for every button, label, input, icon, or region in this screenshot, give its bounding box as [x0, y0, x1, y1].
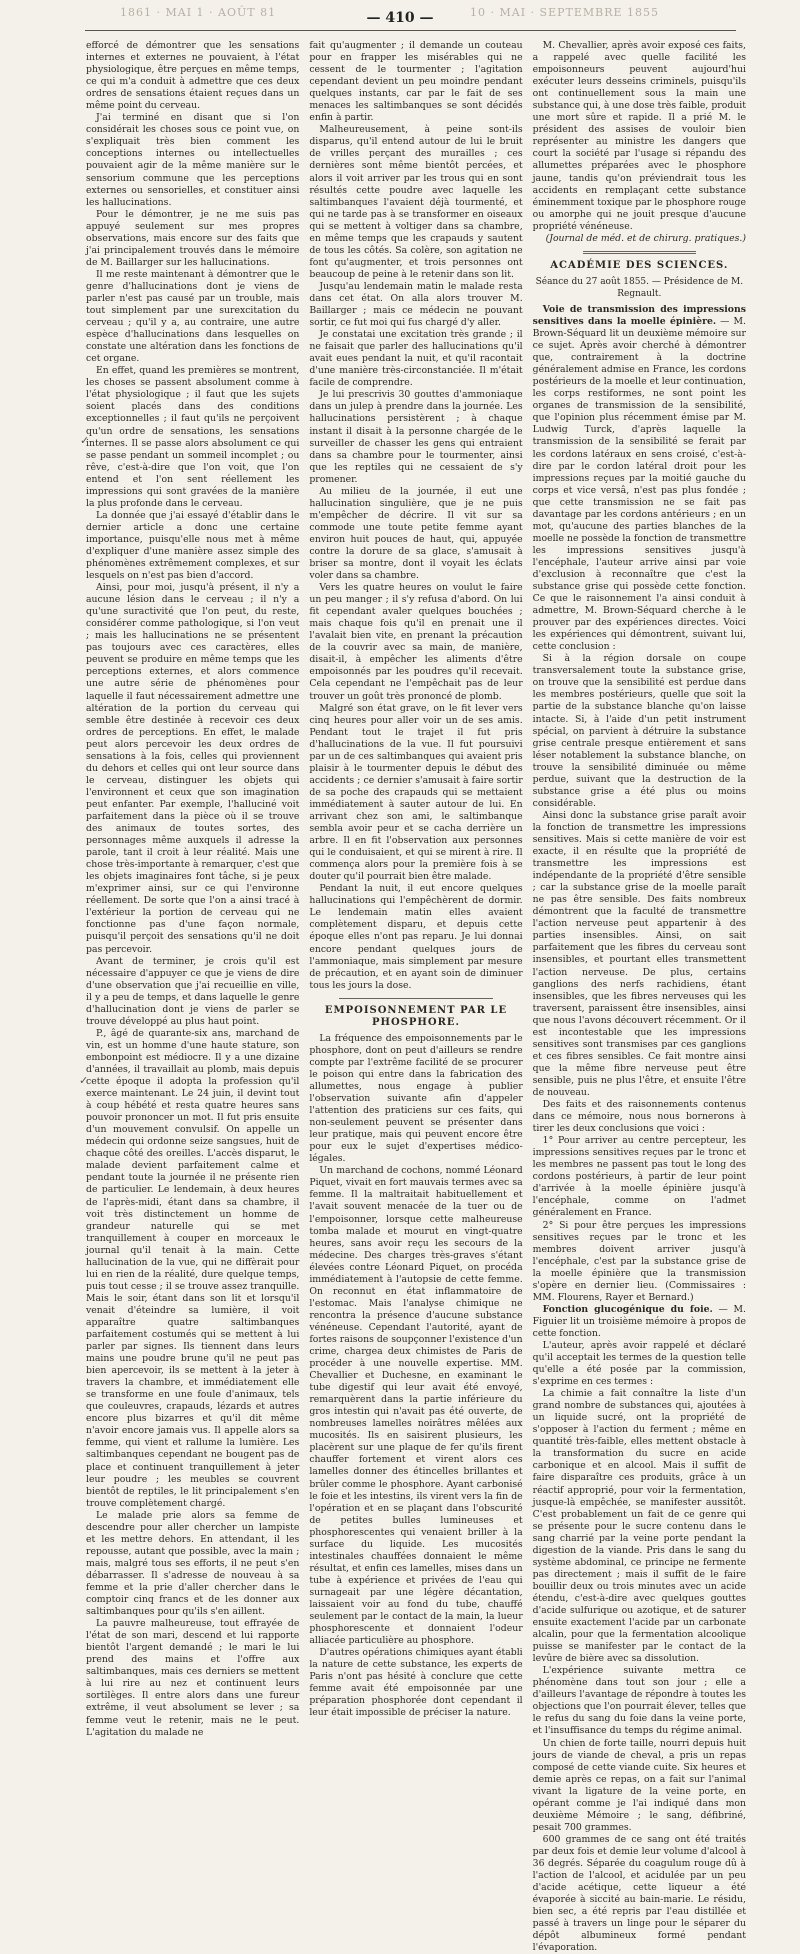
paragraph: Vers les quatre heures on voulut le faire un peu manger ; il s'y refusa d'abord. On lui fit cependant avaler quelques bouchées ; mais chaque fois qu'il en prenait une il l'avalait bien vite, en prenant la précaution de la couvrir avec sa main, de manière, disait-il, à empêcher les aliments d'être empoisonnés par les poudres qu'il recevait. Cela cependant ne l'empêchait pas de leur trouver un goût très prononcé de plomb. — [309, 582, 523, 702]
paragraph-text: — M. Figuier lit un troisième mémoire à propos de cette fonction. — [532, 1303, 746, 1339]
paragraph: 600 grammes de ce sang ont été traités par deux fois et demie leur volume d'alcool à 36 degrés. Séparée du coagulum rouge dû à l'action de l'alcool, et acidulée par un peu d'acide acétique, cette liqueur a été évaporée à siccité au bain-marie. Le résidu, bien sec, a été repris par l'eau distillée et passé à travers un linge pour le séparer du dépôt albumineux formé pendant l'évaporation. — [532, 1833, 746, 1954]
page-number: — 410 — — [366, 10, 434, 26]
paragraph: J'ai terminé en disant que si l'on considérait les choses sous ce point vue, on s'expliquait très bien comment les conceptions internes ou intellectuelles pouvaient agir de la même manière sur le sensorium commune que les perceptions externes ou sensorielles, et constituer ainsi les hallucinations. — [86, 112, 300, 208]
margin-check-mark: ✓ — [80, 434, 90, 447]
paragraph: Je constatai une excitation très grande ; il ne faisait que parler des hallucinations qu'il avait eues pendant la nuit, et qu'il racontait d'une manière très-circonstanciée. Il m'était facile de comprendre. — [309, 329, 523, 389]
paragraph-with-heading — [533, 1304, 746, 1340]
paragraph: P., âgé de quarante-six ans, marchand de vin, est un homme d'une haute stature, son embonpoint est médiocre. Il y a une dizaine d'années, il travaillait au plomb, mais depuis cette époque il adopta la profession qu'il exerce maintenant. Le 24 juin, il devint tout à coup hébété et resta quatre heures sans pouvoir prononcer un mot. Il fut pris ensuite d'un mouvement convulsif. On appelle un médecin qui ordonne seize sangsues, huit de chaque côté des oreilles. L'accès disparut, le malade devient parfaitement calme et pendant toute la journée il ne présente rien de particulier. Le lendemain, à deux heures de l'après-midi, étant dans sa chambre, il voit très distinctement un homme de grandeur naturelle qui se met tranquillement à couper en morceaux le journal qu'il tenait à la main. Cette hallucination de la vue, qui ne diffèrait pour lui en rien de la réalité, dure quelque temps, puis tout cesse ; il se trouve assez tranquille. Mais le soir, étant dans son lit et lorsqu'il venait d'éteindre sa lumière, il voit apparaître quatre saltimbanques parfaitement costumés qui se mettent à lui parler par signes. Ils tiennent dans leurs mains une poudre brune qu'il ne peut pas bien apercevoir, ils se mettent à la jeter à travers la chambre, et immédiatement elle se transforme en une foule d'animaux, tels que couleuvres, crapauds, lézards et autres encore plus bizarres et qu'il dit même n'avoir encore jamais vus. Il appelle alors sa femme, qui vient et rallume la lumière. Les saltimbanques cependant ne bougent pas de place et continuent tranquillement à jeter leur poudre ; les meubles se couvrent bientôt de reptiles, le lit principalement s'en trouve complètement chargé. — [86, 1027, 300, 1509]
article-columns — [86, 40, 746, 1954]
paragraph: M. Chevallier, après avoir exposé ces faits, a rappelé avec quelle facilité les empoisonneurs peuvent aujourd'hui exécuter leurs desseins criminels, puisqu'ils ont continuellement sous la main une substance qui, à une dose très faible, produit une mort sûre et rapide. Il a prié M. le président des assises de vouloir bien représenter au ministre les dangers que court la société par l'usage si répandu des allumettes préparées avec le phosphore jaune, tandis qu'on préviendrait tous les accidents en remplaçant cette substance éminemment toxique par le phosphore rouge ou amorphe qui ne jouit presque d'aucune propriété vénéneuse. — [532, 40, 746, 232]
paragraph: Ainsi donc la substance grise paraît avoir la fonction de transmettre les impressions sensitives. Mais si cette manière de voir est exacte, il en résulte que la propriété de transmettre les impressions est indépendante de la propriété d'être sensible ; car la substance grise de la moelle paraît ne pas être sensible. Des faits nombreux démontrent que la faculté de transmettre l'action nerveuse peut appartenir à des parties insensibles. Ainsi, on sait parfaitement que les fibres du cerveau sont insensibles, et pourtant elles transmettent l'action nerveuse. De plus, certains ganglions des nerfs rachidiens, étant insensibles, que les fibres nerveuses qui les traversent, paraissent être insensibles, ainsi que nous l'avons découvert récemment. Or il est incontestable que les impressions sensitives sont transmises par ces ganglions et ces fibres sensibles. Ce fait montre ainsi que la même fibre nerveuse peut être sensible, puis ne plus l'être, et ensuite l'être de nouveau. — [532, 809, 746, 1098]
paragraph: L'expérience suivante mettra ce phénomène dans tout son jour ; elle a d'ailleurs l'avantage de répondre à toutes les objections que l'on pourrait élever, telles que le refus du sang du foie dans la veine porte, et l'insuffisance du temps du régime animal. — [532, 1665, 746, 1737]
paragraph: La pauvre malheureuse, tout effrayée de l'état de son mari, descend et lui rapporte bientôt l'argent demandé ; le mari le lui prend des mains et l'offre aux saltimbanques, mais ces derniers se mettent à lui rire au nez et continuent leurs sortilèges. Il entre alors dans une fureur extrême, il veut absolument se lever ; sa femme veut le retenir, mais ne le peut. L'agitation du malade ne — [86, 1618, 300, 1738]
paragraph: Jusqu'au lendemain matin le malade resta dans cet état. On alla alors trouver M. Baillarger ; mais ce médecin ne pouvant sortir, ce fut moi qui fus chargé d'y aller. — [309, 280, 523, 329]
paragraph: La fréquence des empoisonnements par le phosphore, dont on peut d'ailleurs se rendre compte par l'extrême facilité de se procurer le poison qui entre dans la fabrication des allumettes, nous engage à publier l'observation suivante afin d'appeler l'attention des praticiens sur ces faits, qui non-seulement peuvent se présenter dans leur pratique, mais qui peuvent encore être pour eux le sujet d'expertises médico-légales. — [309, 1032, 523, 1165]
column-middle — [309, 40, 523, 1719]
paragraph: Je lui prescrivis 30 gouttes d'ammoniaque dans un julep à prendre dans la journée. Les hallucinations persistèrent ; à chaque instant il disait à la personne chargée de le surveiller de chasser les gens qui entraient dans sa chambre pour le tourmenter, ainsi que les reptiles qui ne cessaient de s'y promener. — [309, 389, 523, 485]
paragraph: Malgré son état grave, on le fit lever vers cinq heures pour aller voir un de ses amis. Pendant tout le trajet il fut pris d'hallucinations de la vue. Il fut poursuivi par un de ces saltimbanques qui avaient pris plaisir à le tourmenter depuis le début des accidents ; ce dernier s'amusait à faire sortir de sa poche des crapauds qui se mettaient immédiatement à sauter autour de lui. En arrivant chez son ami, le saltimbanque sembla avoir peur et se cacha derrière un arbre. Il en fit l'observation aux personnes qui le conduisaient, et qui se mirent à rire. Il commença alors pour la première fois à se douter qu'il pourrait bien être malade. — [309, 702, 523, 883]
paragraph: D'autres opérations chimiques ayant établi la nature de cette substance, les experts de Paris n'ont pas hésité à conclure que cette femme avait été empoisonnée par une préparation phosphorée dont cependant il leur était impossible de préciser la nature. — [309, 1647, 523, 1719]
paragraph: efforcé de démontrer que les sensations internes et externes ne pouvaient, à l'état physiologique, être perçues en même temps, ce qui m'a conduit à admettre que ces deux ordres de sensations étaient reçues dans un même point du cerveau. — [86, 40, 300, 112]
paragraph-with-heading — [533, 304, 746, 653]
paragraph: Avant de terminer, je crois qu'il est nécessaire d'appuyer ce que je viens de dire d'une observation que j'ai recueillie en ville, il y a peu de temps, et dans laquelle le genre d'hallucination dont je viens de parler se trouve développé au plus haut point. — [86, 955, 300, 1027]
paragraph: Un marchand de cochons, nommé Léonard Piquet, vivait en fort mauvais termes avec sa femme. Il la maltraitait habituellement et l'avait souvent menacée de la tuer ou de l'empoisonner, lorsque cette malheureuse tomba malade et mourut en vingt-quatre heures, sans avoir reçu les secours de la médecine. Des charges très-graves s'étant élevées contre Léonard Piquet, on procéda immédiatement à l'autopsie de cette femme. On reconnut en état inflammatoire de l'estomac. Mais l'analyse chimique ne rencontra la présence d'aucune substance vénéneuse. Cependant l'autorité, ayant de fortes raisons de soupçonner l'existence d'un crime, chargea deux chimistes de Paris de procéder à une nouvelle expertise. MM. Chevallier et Duchesne, en examinant le tube digestif qui leur avait été envoyé, remarquèrent dans la partie inférieure du gros intestin qui n'avait pas été ouverte, de nombreuses lamelles noirâtres mêlées aux mucosités. Ils en saisirent plusieurs, les placèrent sur une plaque de fer qu'ils firent chauffer fortement et virent alors ces lamelles donner des étincelles brillantes et brûler comme le phosphore. Ayant carbonisé le foie et les intestins, ils virent vers la fin de l'opération et en se plaçant dans l'obscurité de petites bulles lumineuses et phosphorescentes qui venaient briller à la surface du liquide. Les mucosités intestinales chauffées donnaient le même résultat, et enfin ces lamelles, mises dans un tube à expérience et privées de l'eau qui surnageait par une légère décantation, laissaient voir au fond du tube, chauffé seulement par le contact de la main, la lueur phosphorescente et donnaient l'odeur alliacée particulière au phosphore. — [309, 1165, 523, 1647]
paragraph: Ainsi, pour moi, jusqu'à présent, il n'y a aucune lésion dans le cerveau ; il n'y a qu'une suractivité que l'on peut, du reste, considérer comme pathologique, si l'on veut ; mais les hallucinations ne se présentent pas toujours avec ces caractères, elles peuvent se produire en même temps que les perceptions externes, et alors commence une autre série de phénomènes pour laquelle il faut nécessairement admettre une altération de la portion du cerveau qui semble être destinée à recevoir ces deux ordres de perceptions. En effet, le malade peut alors percevoir les deux ordres de sensations à la fois, celles qui proviennent du dehors et celles qui ont leur source dans le cerveau, distinguer les objets qui l'environnent et ceux que son imagination peut enfanter. Par exemple, l'halluciné voit parfaitement dans la pièce où il se trouve des animaux de toutes sortes, des personnages même auxquels il adresse la parole, tant il croit à leur réalité. Mais une chose très-importante à remarquer, c'est que les objets imaginaires font tâche, si je peux m'exprimer ainsi, sur ce qui l'environne réellement. De sorte que l'on a ainsi tracé à l'extérieur la portion de cerveau qui ne fonctionne pas d'une façon normale, puisqu'il perçoit des sensations qu'il ne doit pas percevoir. — [86, 582, 300, 955]
paragraph: 2° Si pour être perçues les impressions sensitives reçues par le tronc et les membres doivent arriver jusqu'à l'encéphale, c'est par la substance grise de la moelle épinière que la transmission s'opère en dernier lieu. (Commissaires : MM. Flourens, Rayer et Bernard.) — [532, 1219, 746, 1303]
margin-check-mark: ✓ — [79, 1074, 89, 1087]
bleed-through-text-left: 1861 · MAI 1 · AOÛT 81 — [120, 6, 277, 19]
section-heading: EMPOISONNEMENT PAR LE PHOSPHORE. — [324, 1004, 508, 1028]
paragraph: En effet, quand les premières se montrent, les choses se passent absolument comme à l'état physiologique ; il faut que les sujets soient placés dans des conditions exceptionnelles ; il faut qu'ils ne perçoivent qu'un ordre de sensations, les sensations internes. Il se passe alors absolument ce qui se passe pendant un sommeil incomplet ; ou rêve, c'est-à-dire que l'on voit, que l'on entend et l'on sent réellement les impressions qui sont gravées de la manière la plus profonde dans le cerveau. — [86, 365, 300, 509]
bleed-through-text-right: 10 · MAI · SEPTEMBRE 1855 — [470, 6, 660, 19]
paragraph: fait qu'augmenter ; il demande un couteau pour en frapper les misérables qui ne cessent de le tourmenter ; l'agitation cependant devient un peu moindre pendant quelques instants, car par le fait de ses menaces les saltimbanques se sont décidés enfin à partir. — [309, 40, 523, 124]
section-divider — [339, 998, 492, 999]
paragraph-text: — M. Brown-Séquard lit un deuxième mémoire sur ce sujet. Après avoir cherché à démontrer que, contrairement à la doctrine généralement admise en France, les cordons postérieurs de la moelle et leur continuation, les corps restiformes, ne sont point les organes de transmission de la sensibilité, que l'opinion plus récemment émise par M. Ludwig Turck, d'après laquelle la transmission de la sensibilité se ferait par les cordons latéraux en sens croisé, c'est-à-dire par le cordon latéral droit pour les impressions reçues par la moitié gauche du corps et vice versâ, n'est pas plus fondée ; que cette transmission ne se fait pas davantage par les cordons antérieurs ; en un mot, qu'aucune des parties blanches de la moelle ne possède la fonction de transmettre les impressions sensitives jusqu'à l'encéphale, l'auteur arrive ainsi par voie d'exclusion à reconnaître que c'est la substance grise qui possède cette fonction. Ce que le raisonnement l'a ainsi conduit à admettre, M. Brown-Séquard cherche à le prouver par des expériences directes. Voici les expériences qui démontrent, suivant lui, cette conclusion : — [532, 315, 746, 653]
column-right — [532, 40, 746, 1954]
session-line: Séance du 27 août 1855. — Présidence de M. Regnault. — [535, 276, 744, 299]
paragraph: Pendant la nuit, il eut encore quelques hallucinations qui l'empêchèrent de dormir. Le lendemain matin elles avaient complètement disparu, et depuis cette époque elles n'ont pas reparu. Je lui donnai encore pendant quelques jours de l'ammoniaque, mais simplement par mesure de précaution, et en ayant soin de diminuer tous les jours la dose. — [309, 883, 523, 991]
section-divider-double — [583, 251, 696, 254]
paragraph: La chimie a fait connaître la liste d'un grand nombre de substances qui, ajoutées à un liquide sucré, ont la propriété de s'opposer à l'action du ferment ; même en quantité très-faible, elles mettent obstacle à la transformation du sucre en acide carbonique et en alcool. Mais il suffit de faire disparaître ces produits, grâce à un réactif approprié, pour voir la fermentation, jusque-là empêchée, se manifester aussitôt. C'est probablement un fait de ce genre qui se présente pour le sucre contenu dans le sang charrié par la veine porte pendant la digestion de la viande. Pris dans le sang du système abdominal, ce principe ne fermente pas directement ; mais il suffit de le faire bouillir deux ou trois minutes avec un acide étendu, c'est-à-dire avec quelques gouttes d'acide sulfurique ou azotique, et de saturer ensuite exactement l'acide par un carbonate alcalin, pour que la fermentation alcoolique puisse se manifester par le contact de la levûre de bière avec sa dissolution. — [532, 1388, 746, 1665]
paragraph: Au milieu de la journée, il eut une hallucination singulière, que je ne puis m'empêcher de décrire. Il vit sur sa commode une toute petite femme ayant environ huit pouces de haut, qui, appuyée contre la dorure de sa glace, s'amusait à briser sa montre, dont il voyait les éclats voler dans sa chambre. — [309, 485, 523, 582]
section-heading: ACADÉMIE DES SCIENCES. — [550, 259, 729, 271]
run-in-heading: Voie de transmission des impressions sensitives dans la moelle épinière. — [532, 303, 746, 327]
paragraph: Il me reste maintenant à démontrer que le genre d'hallucinations dont je viens de parler n'est pas causé par un trouble, mais tout simplement par une surexcitation du cerveau ; qu'il y a, au contraire, une autre espèce d'hallucinations dans lesquelles on constate une altération dans les fonctions de cet organe. — [86, 268, 300, 365]
paragraph: Si à la région dorsale on coupe transversalement toute la substance grise, on trouve que la sensibilité est perdue dans les membres postérieurs, quelle que soit la partie de la substance blanche qu'on laisse intacte. Si, à l'aide d'un petit instrument spécial, on parvient à détruire la substance grise centrale presque entièrement et sans léser notablement la substance blanche, on trouve la sensibilité diminuée ou même perdue, suivant que la destruction de la substance grise a été plus ou moins considérable. — [532, 653, 746, 809]
column-left — [86, 40, 300, 1738]
paragraph: La donnée que j'ai essayé d'établir dans le dernier article a donc une certaine importance, puisqu'elle nous met à même d'expliquer d'une manière assez simple des phénomènes extrêmement complexes, et sur lesquels on n'est pas bien d'accord. — [86, 509, 300, 582]
paragraph: Malheureusement, à peine sont-ils disparus, qu'il entend autour de lui le bruit de vrilles perçant des murailles ; ces dernières sont même bientôt percées, et alors il voit arriver par les trous qui en sont résultés cette poudre avec laquelle les saltimbanques l'avaient déjà tourmenté, et qui ne tarde pas à se transformer en oiseaux qui se mettent à voltiger dans sa chambre, en même temps que les crapauds y sautent de tous les côtés. Sa colère, son agitation ne font qu'augmenter, et trois personnes ont beaucoup de peine à le retenir dans son lit. — [309, 124, 523, 280]
page-header — [0, 0, 800, 34]
paragraph: Des faits et des raisonnements contenus dans ce mémoire, nous nous bornerons à tirer les deux conclusions que voici : — [532, 1099, 746, 1135]
source-citation: (Journal de méd. et de chirurg. pratiques.) — [545, 232, 746, 244]
run-in-heading: Fonction glucogénique du foie. — [542, 1303, 713, 1315]
paragraph: Le malade prie alors sa femme de descendre pour aller chercher un lampiste et les mettre dehors. En attendant, il les repousse, autant que possible, avec la main ; mais, malgré tous ses efforts, il ne peut s'en débarrasser. Il s'adresse de nouveau à sa femme et la prie d'aller chercher dans le comptoir cinq francs et de les donner aux saltimbanques pour qu'ils s'en aillent. — [86, 1509, 300, 1618]
paragraph: Un chien de forte taille, nourri depuis huit jours de viande de cheval, a pris un repas composé de cette viande cuite. Six heures et demie après ce repas, on a fait sur l'animal vivant la ligature de la veine porte, en opérant comme je l'ai indiqué dans mon deuxième Mémoire ; le sang, défibriné, pesait 700 grammes. — [532, 1737, 746, 1833]
paragraph: 1° Pour arriver au centre percepteur, les impressions sensitives reçues par le tronc et les membres ne passent pas tout le long des cordons postérieurs, à partir de leur point d'arrivée à la moelle épinière jusqu'à l'encéphale, comme on l'admet généralement en France. — [532, 1135, 746, 1219]
paragraph: L'auteur, après avoir rappelé et déclaré qu'il acceptait les termes de la question telle qu'elle a été posée par la commission, s'exprime en ces termes : — [532, 1339, 746, 1388]
header-rule — [85, 30, 736, 31]
paragraph: Pour le démontrer, je ne me suis pas appuyé seulement sur mes propres observations, mais encore sur des faits que j'ai principalement trouvés dans le mémoire de M. Baillarger sur les hallucinations. — [86, 208, 300, 268]
